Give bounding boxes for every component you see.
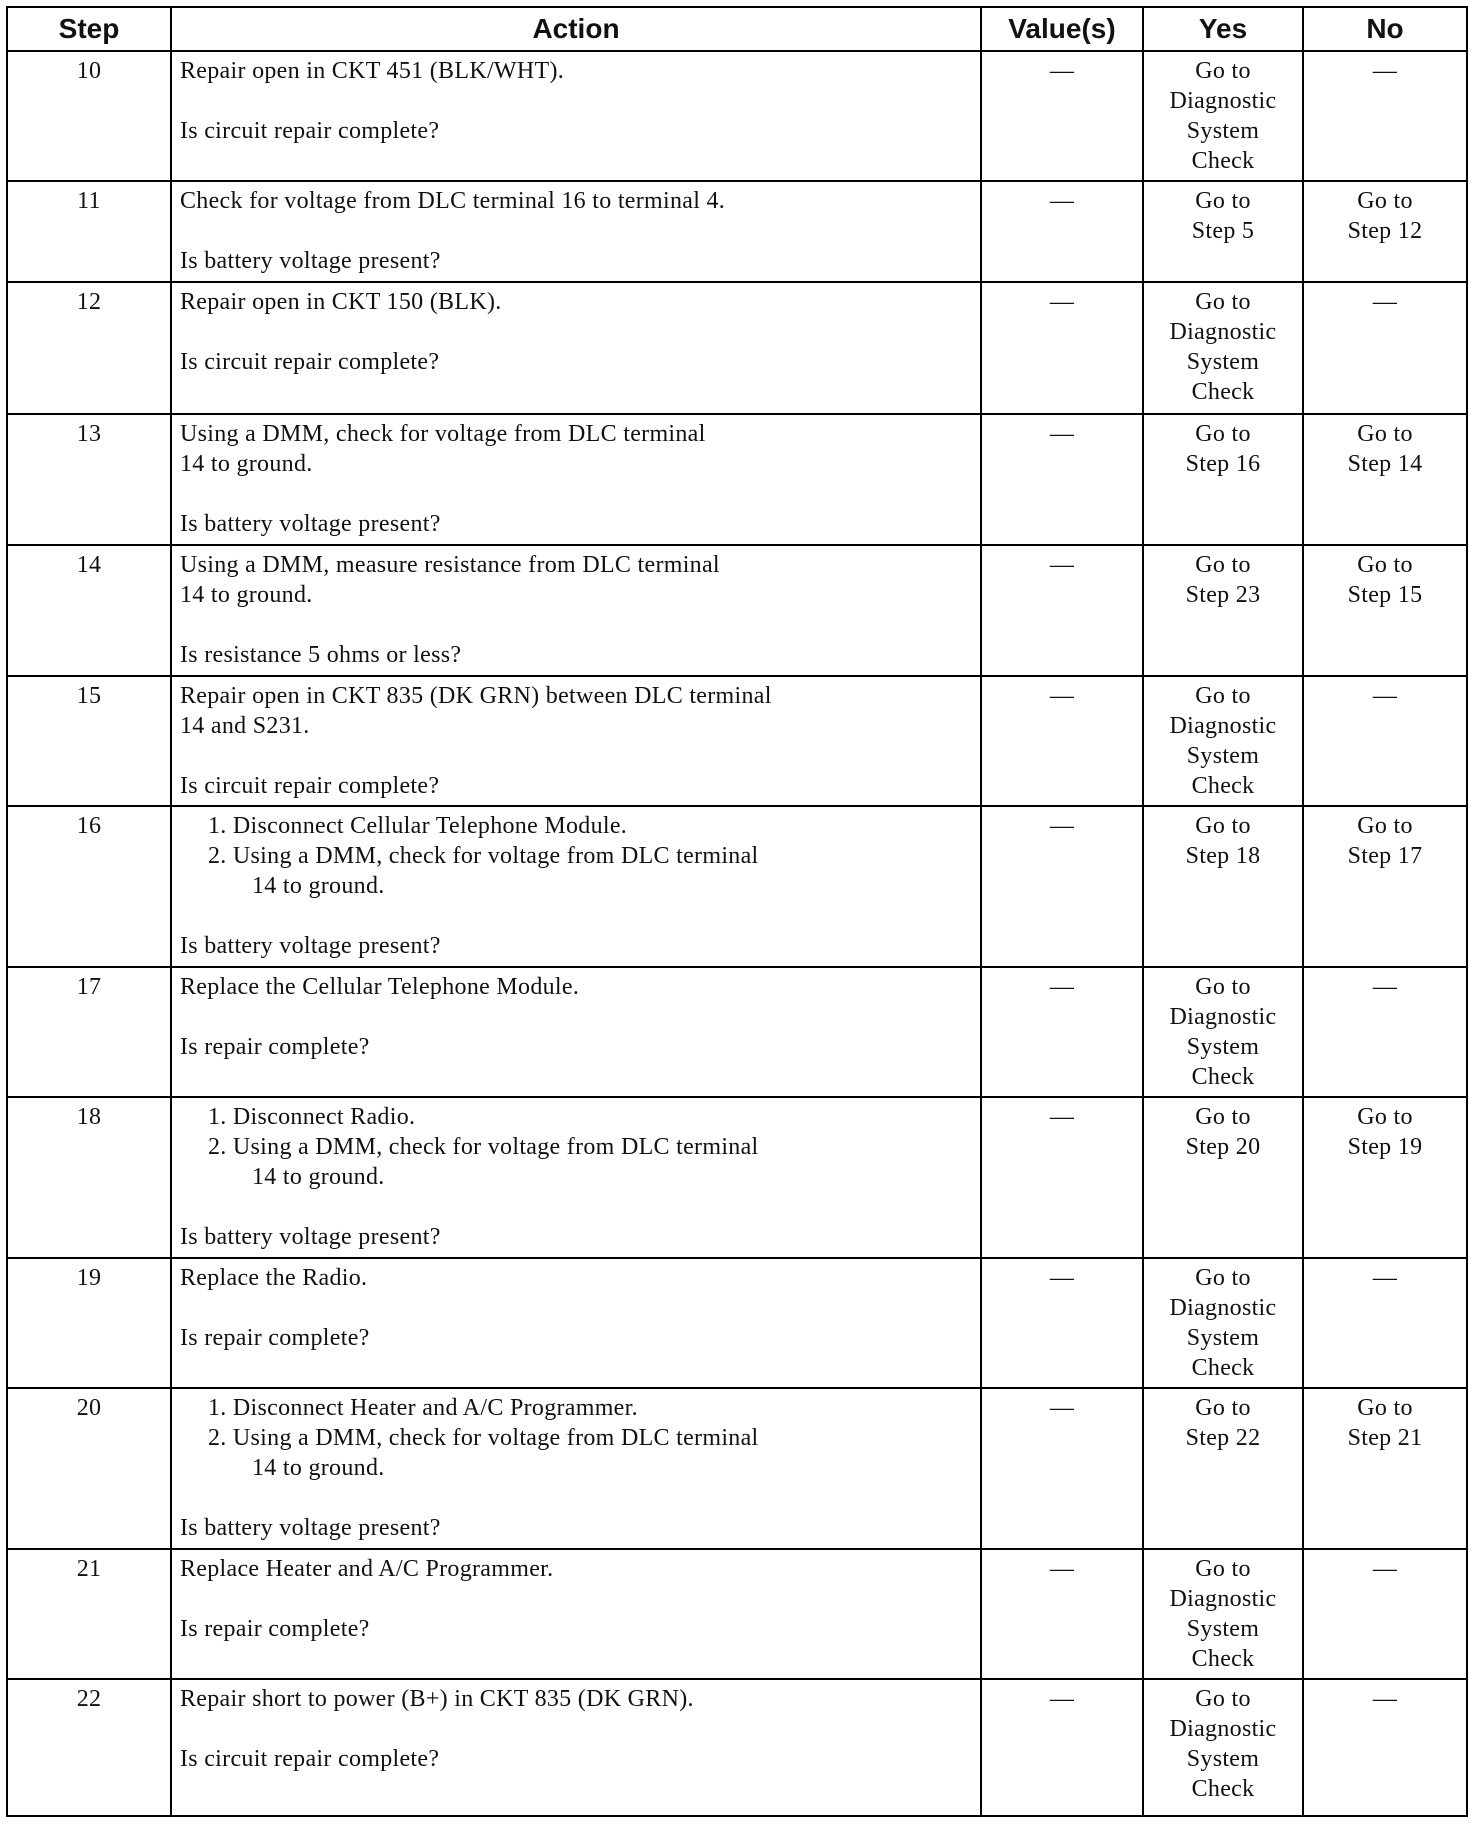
no-text: Go to xyxy=(1357,420,1413,447)
table-row xyxy=(7,414,1467,545)
yes-cell xyxy=(1143,967,1303,1097)
action-cell xyxy=(171,676,981,806)
action-question: Is circuit repair complete? xyxy=(180,1745,440,1772)
header-action: Action xyxy=(171,7,981,51)
action-question: Is battery voltage present? xyxy=(180,247,441,274)
no-text: Go to xyxy=(1357,812,1413,839)
step-number: 19 xyxy=(7,1258,171,1388)
action-cell xyxy=(171,1388,981,1549)
action-text: Replace the Radio. xyxy=(180,1264,368,1291)
yes-cell xyxy=(1143,1388,1303,1549)
action-text: Repair short to power (B+) in CKT 835 (DK GRN). xyxy=(180,1685,694,1712)
action-question: Is circuit repair complete? xyxy=(180,772,440,799)
value-dash: — xyxy=(1049,1555,1075,1582)
value-cell xyxy=(981,1388,1143,1549)
action-question: Is circuit repair complete? xyxy=(180,118,440,144)
step-number: 14 xyxy=(7,545,171,676)
value-cell xyxy=(981,414,1143,545)
no-text: Step 14 xyxy=(1347,450,1423,477)
yes-text: Step 23 xyxy=(1185,581,1261,608)
value-dash: — xyxy=(1049,551,1075,578)
yes-text: Check xyxy=(1191,148,1255,174)
yes-text: Step 5 xyxy=(1191,217,1255,244)
no-text: — xyxy=(1372,288,1398,315)
action-text: 14 and S231. xyxy=(180,712,310,739)
yes-cell xyxy=(1143,1679,1303,1816)
table-row xyxy=(7,1097,1467,1258)
header-no: No xyxy=(1303,7,1467,51)
yes-text: Go to xyxy=(1195,551,1251,578)
action-cell xyxy=(171,1549,981,1679)
spacer xyxy=(180,216,972,246)
step-number: 16 xyxy=(7,806,171,967)
action-question: Is repair complete? xyxy=(180,1033,370,1060)
value-cell xyxy=(981,1549,1143,1679)
yes-text: Diagnostic xyxy=(1169,1294,1277,1321)
no-cell xyxy=(1303,181,1467,282)
yes-text: System xyxy=(1186,1324,1260,1351)
action-question: Is resistance 5 ohms or less? xyxy=(180,641,462,668)
action-question: Is repair complete? xyxy=(180,1615,370,1642)
yes-text: Go to xyxy=(1195,1394,1251,1421)
yes-text: Go to xyxy=(1195,187,1251,214)
action-text: Replace the Cellular Telephone Module. xyxy=(180,973,580,1000)
value-cell xyxy=(981,1097,1143,1258)
action-question: Is battery voltage present? xyxy=(180,510,441,537)
table-row xyxy=(7,1258,1467,1388)
value-cell xyxy=(981,1679,1143,1816)
action-list-item: 14 to ground. xyxy=(252,872,385,899)
spacer xyxy=(180,901,972,931)
action-question: Is repair complete? xyxy=(180,1324,370,1351)
yes-text: Diagnostic xyxy=(1169,1715,1277,1742)
yes-text: System xyxy=(1186,348,1260,375)
yes-text: Step 18 xyxy=(1185,842,1261,869)
yes-text: Diagnostic xyxy=(1169,88,1277,114)
no-text: — xyxy=(1372,973,1398,1000)
no-text: Go to xyxy=(1357,1394,1413,1421)
no-text: Go to xyxy=(1357,187,1413,214)
value-dash: — xyxy=(1049,812,1075,839)
value-dash: — xyxy=(1049,973,1075,1000)
yes-cell xyxy=(1143,1258,1303,1388)
value-cell xyxy=(981,1258,1143,1388)
header-row xyxy=(7,7,1467,51)
no-text: — xyxy=(1372,1555,1398,1582)
value-cell xyxy=(981,181,1143,282)
yes-text: Check xyxy=(1191,1063,1255,1090)
table-row xyxy=(7,806,1467,967)
step-number: 21 xyxy=(7,1549,171,1679)
yes-cell xyxy=(1143,1097,1303,1258)
yes-text: Go to xyxy=(1195,682,1251,709)
yes-text: Check xyxy=(1191,772,1255,799)
table-row xyxy=(7,1549,1467,1679)
no-text: Step 21 xyxy=(1347,1424,1423,1451)
no-text: Go to xyxy=(1357,551,1413,578)
action-list-item: 2. Using a DMM, check for voltage from DLC terminal xyxy=(208,842,759,869)
yes-text: Go to xyxy=(1195,420,1251,447)
action-cell xyxy=(171,414,981,545)
no-text: Step 12 xyxy=(1347,217,1423,244)
spacer xyxy=(180,1714,972,1744)
yes-text: Diagnostic xyxy=(1169,712,1277,739)
no-cell xyxy=(1303,1388,1467,1549)
action-cell xyxy=(171,51,981,181)
action-list-item: 14 to ground. xyxy=(252,1454,385,1481)
value-cell xyxy=(981,676,1143,806)
yes-text: Step 16 xyxy=(1185,450,1261,477)
yes-text: System xyxy=(1186,1745,1260,1772)
action-text: Replace Heater and A/C Programmer. xyxy=(180,1555,554,1582)
yes-text: Diagnostic xyxy=(1169,318,1277,345)
action-list-item: 2. Using a DMM, check for voltage from DLC terminal xyxy=(208,1424,759,1451)
action-cell xyxy=(171,1679,981,1816)
step-number: 18 xyxy=(7,1097,171,1258)
yes-text: Step 22 xyxy=(1185,1424,1261,1451)
no-text: Step 19 xyxy=(1347,1133,1423,1160)
value-dash: — xyxy=(1049,682,1075,709)
diagnostic-table xyxy=(6,6,1468,1817)
action-cell xyxy=(171,806,981,967)
no-cell xyxy=(1303,806,1467,967)
spacer xyxy=(180,317,972,347)
table-body xyxy=(7,51,1467,1816)
value-dash: — xyxy=(1049,187,1075,214)
value-cell xyxy=(981,51,1143,181)
yes-cell xyxy=(1143,51,1303,181)
value-cell xyxy=(981,282,1143,414)
action-text: Repair open in CKT 835 (DK GRN) between DLC terminal xyxy=(180,682,772,709)
yes-text: Go to xyxy=(1195,973,1251,1000)
action-text: Repair open in CKT 150 (BLK). xyxy=(180,288,502,315)
no-cell xyxy=(1303,545,1467,676)
action-list-item: 1. Disconnect Cellular Telephone Module. xyxy=(208,812,628,839)
no-text: — xyxy=(1372,1685,1398,1712)
yes-cell xyxy=(1143,414,1303,545)
action-question: Is battery voltage present? xyxy=(180,1223,441,1250)
yes-text: Check xyxy=(1191,1775,1255,1802)
no-text: — xyxy=(1372,58,1398,84)
spacer xyxy=(180,1483,972,1513)
step-number: 10 xyxy=(7,51,171,181)
yes-text: System xyxy=(1186,1615,1260,1642)
no-cell xyxy=(1303,1549,1467,1679)
table-row xyxy=(7,676,1467,806)
action-cell xyxy=(171,1097,981,1258)
no-cell xyxy=(1303,1097,1467,1258)
header-step: Step xyxy=(7,7,171,51)
table-row xyxy=(7,1679,1467,1816)
step-number: 17 xyxy=(7,967,171,1097)
spacer xyxy=(180,86,972,116)
action-text: Using a DMM, measure resistance from DLC terminal xyxy=(180,551,720,578)
no-text: Go to xyxy=(1357,1103,1413,1130)
action-cell xyxy=(171,967,981,1097)
value-cell xyxy=(981,545,1143,676)
yes-text: Check xyxy=(1191,1354,1255,1381)
yes-text: System xyxy=(1186,118,1260,144)
value-dash: — xyxy=(1049,1394,1075,1421)
spacer xyxy=(180,1584,972,1614)
action-question: Is battery voltage present? xyxy=(180,932,441,959)
yes-text: Go to xyxy=(1195,1103,1251,1130)
yes-text: Go to xyxy=(1195,1264,1251,1291)
spacer xyxy=(180,1293,972,1323)
yes-text: Diagnostic xyxy=(1169,1003,1277,1030)
yes-text: Go to xyxy=(1195,58,1251,84)
yes-text: Go to xyxy=(1195,812,1251,839)
yes-text: Check xyxy=(1191,1645,1255,1672)
action-text: Check for voltage from DLC terminal 16 to terminal 4. xyxy=(180,187,726,214)
table-row xyxy=(7,967,1467,1097)
yes-cell xyxy=(1143,545,1303,676)
no-cell xyxy=(1303,414,1467,545)
step-number: 13 xyxy=(7,414,171,545)
value-dash: — xyxy=(1049,58,1075,84)
action-text: Repair open in CKT 451 (BLK/WHT). xyxy=(180,58,565,84)
yes-text: Go to xyxy=(1195,1555,1251,1582)
no-text: — xyxy=(1372,682,1398,709)
action-cell xyxy=(171,181,981,282)
no-text: Step 17 xyxy=(1347,842,1423,869)
value-cell xyxy=(981,806,1143,967)
yes-text: Step 20 xyxy=(1185,1133,1261,1160)
yes-text: Go to xyxy=(1195,288,1251,315)
yes-text: Go to xyxy=(1195,1685,1251,1712)
no-cell xyxy=(1303,1679,1467,1816)
no-text: — xyxy=(1372,1264,1398,1291)
action-list-item: 2. Using a DMM, check for voltage from DLC terminal xyxy=(208,1133,759,1160)
header-values: Value(s) xyxy=(981,7,1143,51)
action-list-item: 14 to ground. xyxy=(252,1163,385,1190)
table-row xyxy=(7,545,1467,676)
spacer xyxy=(180,1002,972,1032)
action-cell xyxy=(171,1258,981,1388)
action-text: Using a DMM, check for voltage from DLC terminal xyxy=(180,420,706,447)
step-number: 11 xyxy=(7,181,171,282)
no-text: Step 15 xyxy=(1347,581,1423,608)
yes-text: Diagnostic xyxy=(1169,1585,1277,1612)
step-number: 22 xyxy=(7,1679,171,1816)
yes-text: Check xyxy=(1191,378,1255,405)
value-dash: — xyxy=(1049,288,1075,315)
spacer xyxy=(180,479,972,509)
action-text: 14 to ground. xyxy=(180,450,313,477)
yes-text: System xyxy=(1186,742,1260,769)
yes-text: System xyxy=(1186,1033,1260,1060)
yes-cell xyxy=(1143,676,1303,806)
yes-cell xyxy=(1143,181,1303,282)
no-cell xyxy=(1303,676,1467,806)
table-row xyxy=(7,282,1467,414)
step-number: 12 xyxy=(7,282,171,414)
action-list-item: 1. Disconnect Radio. xyxy=(208,1103,416,1130)
step-number: 20 xyxy=(7,1388,171,1549)
yes-cell xyxy=(1143,1549,1303,1679)
spacer xyxy=(180,610,972,640)
yes-cell xyxy=(1143,282,1303,414)
spacer xyxy=(180,1192,972,1222)
table-row xyxy=(7,181,1467,282)
no-cell xyxy=(1303,282,1467,414)
step-number: 15 xyxy=(7,676,171,806)
spacer xyxy=(180,741,972,771)
table-row xyxy=(7,51,1467,181)
yes-cell xyxy=(1143,806,1303,967)
header-yes: Yes xyxy=(1143,7,1303,51)
table-row xyxy=(7,1388,1467,1549)
value-dash: — xyxy=(1049,1685,1075,1712)
action-text: 14 to ground. xyxy=(180,581,313,608)
value-cell xyxy=(981,967,1143,1097)
no-cell xyxy=(1303,51,1467,181)
no-cell xyxy=(1303,1258,1467,1388)
action-question: Is circuit repair complete? xyxy=(180,348,440,375)
value-dash: — xyxy=(1049,1103,1075,1130)
value-dash: — xyxy=(1049,420,1075,447)
action-question: Is battery voltage present? xyxy=(180,1514,441,1541)
action-cell xyxy=(171,282,981,414)
no-cell xyxy=(1303,967,1467,1097)
action-list-item: 1. Disconnect Heater and A/C Programmer. xyxy=(208,1394,638,1421)
action-cell xyxy=(171,545,981,676)
value-dash: — xyxy=(1049,1264,1075,1291)
